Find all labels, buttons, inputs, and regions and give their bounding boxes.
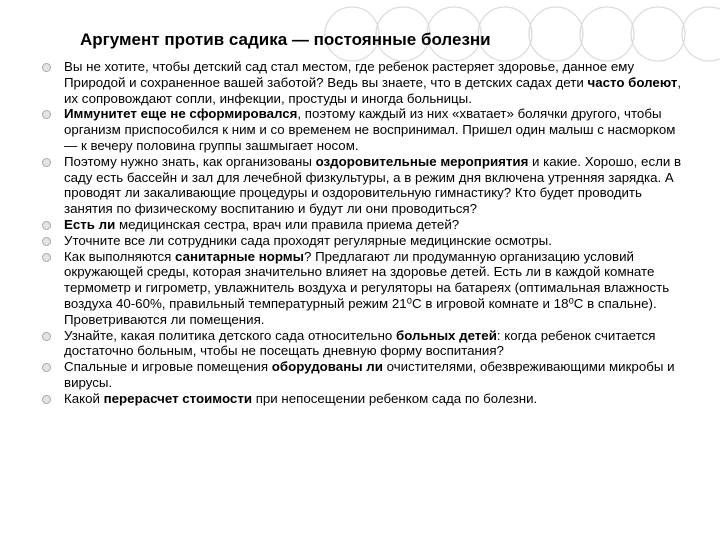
bullet-icon — [42, 237, 51, 246]
slide-title: Аргумент против садика — постоянные болезни — [80, 30, 491, 49]
emphasis-text: перерасчет стоимости — [103, 390, 253, 406]
item-text: медицинская сестра, врач или правила приема детей? — [115, 216, 460, 232]
list-item — [42, 233, 692, 249]
emphasis-text: Иммунитет еще не сформировался — [64, 106, 298, 122]
emphasis-text: оздоровительные мероприятия — [315, 153, 529, 169]
bullet-icon — [42, 158, 51, 167]
ring-5 — [529, 7, 583, 61]
bullet-icon — [42, 110, 51, 119]
item-text: Уточните все ли сотрудники сада проходят регулярные медицинские осмотры. — [64, 232, 552, 248]
list-item — [42, 249, 692, 328]
bullet-icon — [42, 395, 51, 404]
emphasis-text: оборудованы ли — [271, 359, 383, 375]
item-text: Поэтому нужно знать, как организованы — [64, 153, 316, 169]
item-text: при непосещении ребенком сада по болезни. — [252, 390, 538, 406]
bullet-icon — [42, 63, 51, 72]
item-text: Вы не хотите, чтобы детский сад стал местом, где ребенок растеряет здоровье, данное ему Природой и сохраненное вашей заботой? Ведь вы знаете, что в детских садах дети — [64, 59, 635, 90]
item-text: Как выполняются — [64, 248, 176, 264]
item-text: и какие. Хорошо, если в саду есть бассейн и зал для лечебной физкультуры, а в режим дня включена утренняя зарядка. А проводят ли закаливающие процедуры и оздоровительную гимнастику? Кто будет проводить занятия по физическому воспитанию и будут ли они проводиться? — [64, 153, 682, 217]
item-text: Узнайте, какая политика детского сада относительно — [64, 327, 397, 343]
emphasis-text: больных детей — [396, 327, 497, 343]
emphasis-text: Есть ли — [64, 216, 116, 232]
list-item — [42, 328, 692, 360]
item-text: , поэтому каждый из них «хватает» болячки другого, чтобы организм приспособился к ним и со временем не воспринимал. Пришел один малыш с насморком — к вечеру половина группы зашмыгает носом. — [64, 106, 676, 153]
bullet-icon — [42, 253, 51, 262]
emphasis-text: санитарные нормы — [175, 248, 305, 264]
bullet-list — [42, 59, 692, 407]
bullet-icon — [42, 332, 51, 341]
list-item — [42, 217, 692, 233]
list-item — [42, 391, 692, 407]
item-text: очистителями, обезвреживающими микробы и вирусы. — [64, 359, 675, 390]
item-text: : когда ребенок считается достаточно больным, чтобы не посещать дневную форму воспитания? — [64, 327, 656, 359]
item-text: Какой — [64, 390, 104, 406]
list-item — [42, 359, 692, 391]
item-text: ? Предлагают ли продуманную организацию условий окружающей среды, которая значительно влияет на здоровье детей. Есть ли в каждой комнате термометр и гигрометр, увлажнитель воздуха и регуляторы на батареях (оптимальная влажность воздуха 40-60%, правильный температурный режим 21⁰С в игровой комнате и 18⁰С в спальне). Проветриваются ли помещения. — [64, 248, 670, 327]
ring-7 — [631, 7, 685, 61]
item-text: Спальные и игровые помещения — [64, 359, 272, 375]
list-item — [42, 154, 692, 217]
item-text: , их сопровождают сопли, инфекции, простуды и иногда больницы. — [64, 74, 682, 106]
bullet-icon — [42, 221, 51, 230]
ring-6 — [580, 7, 634, 61]
list-item — [42, 106, 692, 153]
list-item — [42, 59, 692, 106]
ring-8 — [682, 7, 720, 61]
bullet-icon — [42, 363, 51, 372]
emphasis-text: часто болеют — [587, 74, 678, 90]
